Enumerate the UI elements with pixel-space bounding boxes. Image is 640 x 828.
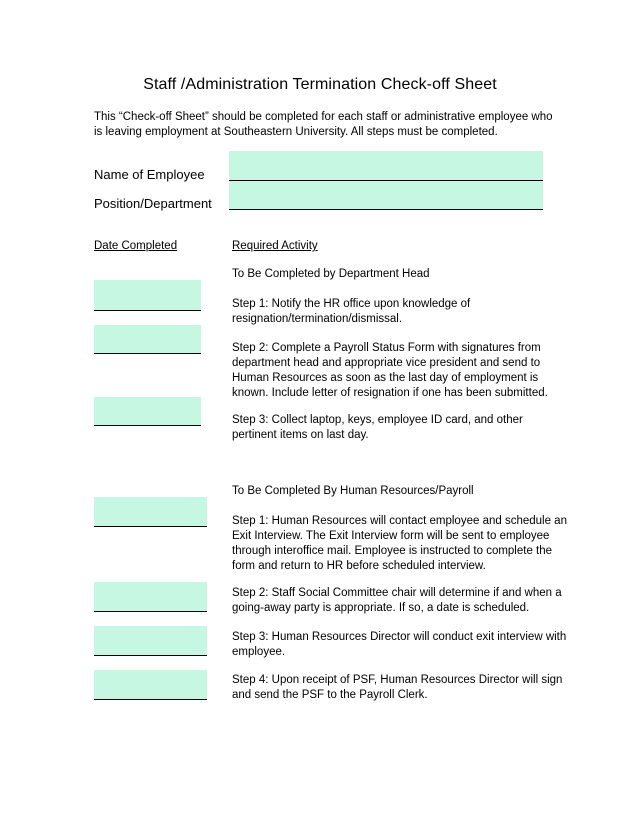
step-text: Step 1: Human Resources will contact employee and schedule an Exit Interview. The Exit Interview form will be sent to employee through interoffice mail. Employee is instructed to complete the form and return to HR before scheduled interview. <box>232 515 567 572</box>
date-completed-header: Date Completed <box>94 240 178 252</box>
date-completed-field[interactable] <box>94 670 207 700</box>
employee-name-label: Name of Employee <box>94 167 205 182</box>
date-completed-field[interactable] <box>94 582 207 612</box>
required-activity-header: Required Activity <box>232 240 318 252</box>
date-completed-field[interactable] <box>94 497 207 527</box>
date-completed-field[interactable] <box>94 626 207 656</box>
date-completed-field[interactable] <box>94 280 201 311</box>
step-text: Step 2: Staff Social Committee chair will determine if and when a going-away party is appropriate. If so, a date is scheduled. <box>232 587 562 614</box>
employee-name-field[interactable] <box>229 151 543 181</box>
step-text: Step 1: Notify the HR office upon knowledge of resignation/termination/dismissal. <box>232 298 471 325</box>
position-department-field[interactable] <box>229 181 543 210</box>
section-heading-human-resources: To Be Completed By Human Resources/Payroll <box>232 485 474 497</box>
position-label: Position/Department <box>94 196 212 211</box>
date-completed-field[interactable] <box>94 325 201 354</box>
intro-text: This “Check-off Sheet” should be completed for each staff or administrative employee who is leaving employment at Southeastern University. All steps must be completed. <box>94 111 553 138</box>
step-text: Step 2: Complete a Payroll Status Form with signatures from department head and appropriate vice president and send to Human Resources as soon as the last day of employment is known. Include letter of resignation if one has been submitted. <box>232 342 548 399</box>
page-title: Staff /Administration Termination Check-off Sheet <box>143 76 497 93</box>
step-text: Step 4: Upon receipt of PSF, Human Resources Director will sign and send the PSF to the Payroll Clerk. <box>232 674 563 701</box>
date-completed-field[interactable] <box>94 397 201 426</box>
section-heading-department-head: To Be Completed by Department Head <box>232 268 430 280</box>
step-text: Step 3: Human Resources Director will conduct exit interview with employee. <box>232 631 567 658</box>
step-text: Step 3: Collect laptop, keys, employee ID card, and other pertinent items on last day. <box>232 414 523 441</box>
